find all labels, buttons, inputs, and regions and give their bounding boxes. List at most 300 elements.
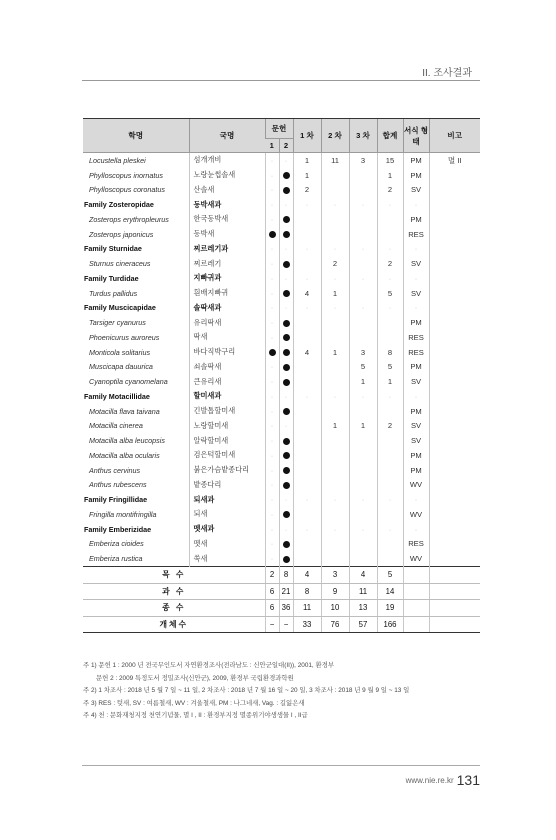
- remarks-cell: [429, 153, 480, 168]
- literature-2-cell: [279, 315, 293, 330]
- habitat-cell-text: SV: [410, 436, 422, 446]
- literature-2-cell: [279, 183, 293, 198]
- survey-2-cell: [321, 492, 349, 507]
- remarks-cell: [429, 286, 480, 301]
- header-survey-3: 3 차: [349, 119, 377, 153]
- scientific-name-cell-text: Phylloscopus coronatus: [89, 185, 165, 195]
- korean-name-cell: [189, 492, 265, 507]
- habitat-cell: [403, 286, 429, 301]
- remarks-cell: [429, 197, 480, 212]
- total-cell: [377, 448, 403, 463]
- remarks-cell: [429, 478, 480, 493]
- summary-row: [83, 567, 480, 584]
- record-dot-icon: [283, 482, 290, 489]
- record-dot-icon: [283, 290, 290, 297]
- habitat-cell: [403, 197, 429, 212]
- korean-name-cell: [189, 256, 265, 271]
- summary-survey-2-cell-text: 10: [330, 603, 340, 613]
- korean-name-cell-text: 밭종다리: [193, 479, 222, 489]
- summary-literature-2-cell-text: 21: [281, 586, 291, 596]
- literature-1-cell-text: ·: [270, 465, 274, 475]
- literature-1-cell: [265, 286, 279, 301]
- remarks-cell: [429, 212, 480, 227]
- scientific-name-cell: [83, 345, 189, 360]
- survey-1-cell: [293, 286, 321, 301]
- remarks-cell: [429, 463, 480, 478]
- habitat-cell-text: RES: [408, 347, 424, 357]
- survey-2-cell: [321, 419, 349, 434]
- survey-2-cell: [321, 271, 349, 286]
- habitat-cell: [403, 448, 429, 463]
- scientific-name-cell-text: Family Fringillidae: [84, 495, 148, 505]
- literature-2-cell-text: ·: [284, 273, 288, 283]
- summary-row: [83, 616, 480, 633]
- scientific-name-cell: [83, 330, 189, 345]
- summary-literature-2-cell: [279, 600, 293, 617]
- korean-name-cell: [189, 315, 265, 330]
- korean-name-cell: [189, 433, 265, 448]
- remarks-cell: [429, 301, 480, 316]
- korean-name-cell-text: 산솔새: [193, 184, 215, 194]
- survey-2-cell: [321, 197, 349, 212]
- species-row: [83, 551, 480, 566]
- summary-total-cell-text: 5: [387, 570, 393, 580]
- survey-2-cell-text: ·: [333, 495, 337, 505]
- korean-name-cell: [189, 374, 265, 389]
- korean-name-cell-text: 알락할미새: [193, 435, 229, 445]
- scientific-name-cell-text: Family Zosteropidae: [84, 200, 154, 210]
- survey-2-cell: [321, 522, 349, 537]
- total-cell-text: ·: [388, 200, 392, 210]
- habitat-cell-text: ·: [414, 495, 418, 505]
- literature-2-cell: [279, 374, 293, 389]
- literature-1-cell-text: ·: [270, 200, 274, 210]
- habitat-cell-text: PM: [410, 155, 422, 165]
- summary-total-cell: [377, 600, 403, 617]
- habitat-cell: [403, 242, 429, 257]
- total-cell: [377, 330, 403, 345]
- habitat-cell: [403, 522, 429, 537]
- literature-1-cell-text: ·: [270, 362, 274, 372]
- summary-survey-2-cell: [321, 616, 349, 633]
- summary-literature-1-cell: [265, 600, 279, 617]
- literature-1-cell: [265, 419, 279, 434]
- habitat-cell-text: PM: [410, 450, 422, 460]
- survey-1-cell-text: ·: [305, 524, 309, 534]
- summary-label-cell: [83, 600, 265, 617]
- total-cell: [377, 389, 403, 404]
- species-row: [83, 330, 480, 345]
- scientific-name-cell: [83, 389, 189, 404]
- scientific-name-cell-text: Family Sturnidae: [84, 244, 142, 254]
- korean-name-cell-text: 할미새과: [193, 391, 222, 401]
- family-row: [83, 522, 480, 537]
- survey-1-cell: [293, 227, 321, 242]
- scientific-name-cell-text: Family Motacillidae: [84, 391, 150, 401]
- korean-name-cell-text: 노랑할미새: [193, 420, 229, 430]
- survey-1-cell: [293, 242, 321, 257]
- literature-1-cell: [265, 212, 279, 227]
- summary-survey-1-cell: [293, 600, 321, 617]
- survey-3-cell: [349, 448, 377, 463]
- literature-1-cell-text: ·: [270, 288, 274, 298]
- survey-1-cell: [293, 212, 321, 227]
- habitat-cell: [403, 419, 429, 434]
- total-cell: [377, 419, 403, 434]
- total-cell: [377, 168, 403, 183]
- literature-2-cell: [279, 345, 293, 360]
- summary-literature-1-cell-text: −: [269, 619, 275, 629]
- header-literature-2: 2: [279, 139, 293, 153]
- literature-1-cell: [265, 433, 279, 448]
- total-cell-text: 2: [387, 259, 393, 269]
- habitat-cell-text: ·: [414, 391, 418, 401]
- summary-survey-3-cell-text: 13: [358, 603, 368, 613]
- total-cell: [377, 286, 403, 301]
- literature-1-cell: [265, 197, 279, 212]
- total-cell-text: 1: [387, 377, 393, 387]
- habitat-cell-text: PM: [410, 406, 422, 416]
- habitat-cell: [403, 492, 429, 507]
- family-row: [83, 242, 480, 257]
- survey-2-cell-text: 2: [332, 259, 338, 269]
- summary-literature-1-cell: [265, 616, 279, 633]
- literature-2-cell: [279, 522, 293, 537]
- korean-name-cell: [189, 478, 265, 493]
- total-cell: [377, 345, 403, 360]
- footnote: 주 2) 1 차조사 : 2018 년 5 월 7 일 ~ 11 일, 2 차조사 : 2018 년 7 월 16 일 ~ 20 일, 3 차조사 : 2018 년 9 월 9 일 ~ 13 일: [83, 687, 410, 694]
- survey-1-cell: [293, 492, 321, 507]
- korean-name-cell: [189, 301, 265, 316]
- page-number: 131: [456, 772, 480, 788]
- record-dot-icon: [283, 349, 290, 356]
- korean-name-cell: [189, 330, 265, 345]
- survey-2-cell: [321, 374, 349, 389]
- literature-1-cell: [265, 537, 279, 552]
- summary-empty-cell: [429, 600, 480, 617]
- remarks-cell: [429, 242, 480, 257]
- literature-1-cell: [265, 256, 279, 271]
- survey-1-cell: [293, 478, 321, 493]
- remarks-cell: [429, 360, 480, 375]
- survey-3-cell: [349, 212, 377, 227]
- habitat-cell-text: RES: [408, 539, 424, 549]
- survey-1-cell: [293, 404, 321, 419]
- literature-2-cell: [279, 389, 293, 404]
- scientific-name-cell-text: Tarsiger cyanurus: [89, 318, 146, 328]
- korean-name-cell: [189, 271, 265, 286]
- total-cell: [377, 507, 403, 522]
- summary-empty-cell: [403, 600, 429, 617]
- scientific-name-cell: [83, 153, 189, 168]
- literature-1-cell: [265, 463, 279, 478]
- korean-name-cell-text: 지빠귀과: [193, 273, 222, 283]
- survey-2-cell: [321, 389, 349, 404]
- summary-survey-1-cell-text: 33: [302, 619, 312, 629]
- total-cell: [377, 227, 403, 242]
- survey-1-cell-text: 4: [304, 288, 310, 298]
- summary-label-cell-text: 개체수: [159, 619, 189, 629]
- literature-2-cell: [279, 419, 293, 434]
- survey-2-cell: [321, 183, 349, 198]
- korean-name-cell-text: 솔딱새과: [193, 302, 222, 312]
- summary-survey-1-cell: [293, 583, 321, 600]
- literature-1-cell-text: ·: [270, 480, 274, 490]
- survey-1-cell-text: ·: [305, 273, 309, 283]
- summary-literature-2-cell: [279, 567, 293, 584]
- korean-name-cell-text: 쑥새: [193, 553, 208, 563]
- survey-3-cell: [349, 522, 377, 537]
- habitat-cell: [403, 330, 429, 345]
- habitat-cell-text: WV: [409, 509, 423, 519]
- total-cell-text: ·: [388, 244, 392, 254]
- summary-empty-cell: [403, 567, 429, 584]
- literature-2-cell: [279, 478, 293, 493]
- korean-name-cell: [189, 345, 265, 360]
- summary-label-cell: [83, 567, 265, 584]
- summary-literature-1-cell-text: 6: [269, 586, 275, 596]
- total-cell: [377, 197, 403, 212]
- literature-1-cell-text: ·: [270, 436, 274, 446]
- survey-3-cell: [349, 463, 377, 478]
- record-dot-icon: [283, 408, 290, 415]
- record-dot-icon: [283, 541, 290, 548]
- survey-3-cell-text: ·: [361, 200, 365, 210]
- korean-name-cell-text: 딱새: [193, 332, 208, 342]
- survey-1-cell-text: ·: [305, 495, 309, 505]
- remarks-cell: [429, 345, 480, 360]
- literature-1-cell: [265, 360, 279, 375]
- habitat-cell-text: ·: [414, 273, 418, 283]
- scientific-name-cell-text: Locustella pleskei: [89, 155, 146, 165]
- habitat-cell: [403, 301, 429, 316]
- korean-name-cell: [189, 389, 265, 404]
- literature-1-cell: [265, 330, 279, 345]
- habitat-cell: [403, 315, 429, 330]
- summary-literature-2-cell-text: 36: [281, 603, 291, 613]
- survey-2-cell-text: ·: [333, 244, 337, 254]
- summary-total-cell: [377, 567, 403, 584]
- survey-1-cell: [293, 507, 321, 522]
- korean-name-cell-text: 한국동박새: [193, 214, 229, 224]
- scientific-name-cell: [83, 522, 189, 537]
- record-dot-icon: [283, 261, 290, 268]
- literature-2-cell: [279, 242, 293, 257]
- survey-3-cell: [349, 301, 377, 316]
- korean-name-cell: [189, 197, 265, 212]
- survey-2-cell: [321, 168, 349, 183]
- habitat-cell: [403, 404, 429, 419]
- header-korean-name: 국명: [189, 119, 265, 153]
- korean-name-cell: [189, 448, 265, 463]
- record-dot-icon: [283, 216, 290, 223]
- habitat-cell: [403, 168, 429, 183]
- korean-name-cell: [189, 404, 265, 419]
- survey-1-cell-text: ·: [305, 391, 309, 401]
- habitat-cell-text: SV: [410, 377, 422, 387]
- survey-3-cell: [349, 374, 377, 389]
- record-dot-icon: [283, 172, 290, 179]
- scientific-name-cell-text: Phoenicurus auroreus: [89, 332, 160, 342]
- literature-2-cell: [279, 197, 293, 212]
- survey-2-cell-text: ·: [333, 391, 337, 401]
- survey-2-cell-text: ·: [333, 524, 337, 534]
- habitat-cell-text: RES: [408, 332, 424, 342]
- literature-1-cell-text: ·: [270, 421, 274, 431]
- remarks-cell: [429, 227, 480, 242]
- survey-3-cell-text: 3: [360, 155, 366, 165]
- korean-name-cell-text: 섬개개비: [193, 155, 222, 165]
- scientific-name-cell: [83, 448, 189, 463]
- survey-2-cell-text: ·: [333, 303, 337, 313]
- summary-empty-cell: [429, 567, 480, 584]
- survey-2-cell-text: 1: [332, 347, 338, 357]
- record-dot-icon: [283, 556, 290, 563]
- scientific-name-cell: [83, 271, 189, 286]
- total-cell: [377, 315, 403, 330]
- header-divider: [82, 80, 480, 81]
- korean-name-cell-text: 노랑눈썹솔새: [193, 170, 236, 180]
- record-dot-icon: [283, 452, 290, 459]
- header-literature-1: 1: [265, 139, 279, 153]
- literature-1-cell: [265, 551, 279, 566]
- survey-3-cell: [349, 286, 377, 301]
- total-cell-text: 5: [387, 362, 393, 372]
- summary-survey-3-cell: [349, 567, 377, 584]
- habitat-cell: [403, 478, 429, 493]
- literature-2-cell: [279, 301, 293, 316]
- scientific-name-cell-text: Turdus pallidus: [89, 288, 138, 298]
- survey-1-cell-text: ·: [305, 303, 309, 313]
- summary-label-cell: [83, 583, 265, 600]
- habitat-cell: [403, 183, 429, 198]
- survey-3-cell: [349, 330, 377, 345]
- survey-1-cell: [293, 433, 321, 448]
- literature-2-cell: [279, 227, 293, 242]
- summary-survey-1-cell: [293, 616, 321, 633]
- survey-1-cell: [293, 537, 321, 552]
- species-row: [83, 507, 480, 522]
- survey-3-cell-text: ·: [361, 391, 365, 401]
- record-dot-icon: [283, 467, 290, 474]
- literature-1-cell: [265, 448, 279, 463]
- korean-name-cell-text: 검은턱할미새: [193, 450, 236, 460]
- survey-2-cell-text: 1: [332, 288, 338, 298]
- survey-3-cell: [349, 271, 377, 286]
- species-row: [83, 374, 480, 389]
- survey-1-cell: [293, 374, 321, 389]
- footer-website: www.nie.re.kr: [405, 776, 454, 785]
- literature-1-cell: [265, 168, 279, 183]
- scientific-name-cell: [83, 315, 189, 330]
- total-cell-text: ·: [388, 273, 392, 283]
- remarks-cell: [429, 374, 480, 389]
- habitat-cell: [403, 153, 429, 168]
- literature-1-cell: [265, 153, 279, 168]
- scientific-name-cell: [83, 197, 189, 212]
- scientific-name-cell-text: Family Turdidae: [84, 273, 139, 283]
- survey-2-cell: [321, 286, 349, 301]
- record-dot-icon: [269, 349, 276, 356]
- summary-literature-1-cell-text: 6: [269, 603, 275, 613]
- total-cell-text: ·: [388, 495, 392, 505]
- summary-survey-3-cell-text: 4: [360, 570, 366, 580]
- species-row: [83, 345, 480, 360]
- footer-divider: [82, 765, 480, 766]
- korean-name-cell: [189, 463, 265, 478]
- korean-name-cell: [189, 227, 265, 242]
- survey-1-cell: [293, 183, 321, 198]
- korean-name-cell: [189, 168, 265, 183]
- scientific-name-cell: [83, 286, 189, 301]
- literature-2-cell-text: ·: [284, 155, 288, 165]
- species-table: [83, 118, 480, 633]
- species-row: [83, 256, 480, 271]
- korean-name-cell-text: 되새과: [193, 494, 215, 504]
- total-cell-text: 8: [387, 347, 393, 357]
- habitat-cell-text: RES: [408, 229, 424, 239]
- survey-3-cell-text: 3: [360, 347, 366, 357]
- record-dot-icon: [283, 334, 290, 341]
- literature-1-cell: [265, 345, 279, 360]
- total-cell: [377, 433, 403, 448]
- family-row: [83, 389, 480, 404]
- scientific-name-cell-text: Motacilla cinerea: [89, 421, 143, 431]
- literature-1-cell: [265, 522, 279, 537]
- remarks-cell: [429, 404, 480, 419]
- literature-1-cell-text: ·: [270, 332, 274, 342]
- scientific-name-cell-text: Motacilla alba leucopsis: [89, 436, 165, 446]
- literature-2-cell: [279, 153, 293, 168]
- literature-1-cell: [265, 242, 279, 257]
- survey-3-cell: [349, 419, 377, 434]
- korean-name-cell: [189, 419, 265, 434]
- species-row: [83, 448, 480, 463]
- scientific-name-cell: [83, 360, 189, 375]
- habitat-cell: [403, 256, 429, 271]
- habitat-cell-text: ·: [414, 200, 418, 210]
- survey-3-cell-text: 5: [360, 362, 366, 372]
- survey-2-cell: [321, 153, 349, 168]
- header-scientific-name: 학명: [83, 119, 189, 153]
- survey-3-cell: [349, 345, 377, 360]
- habitat-cell: [403, 227, 429, 242]
- summary-row: [83, 600, 480, 617]
- summary-literature-2-cell-text: 8: [283, 570, 289, 580]
- survey-2-cell-text: ·: [333, 200, 337, 210]
- korean-name-cell: [189, 183, 265, 198]
- table-body: [83, 153, 480, 633]
- header-total: 합계: [377, 119, 403, 153]
- remarks-cell: [429, 271, 480, 286]
- literature-1-cell-text: ·: [270, 214, 274, 224]
- scientific-name-cell: [83, 374, 189, 389]
- survey-2-cell: [321, 301, 349, 316]
- remarks-cell: [429, 448, 480, 463]
- remarks-cell: [429, 551, 480, 566]
- record-dot-icon: [283, 320, 290, 327]
- total-cell-text: 15: [385, 155, 395, 165]
- korean-name-cell: [189, 360, 265, 375]
- survey-3-cell-text: ·: [361, 273, 365, 283]
- survey-3-cell: [349, 389, 377, 404]
- summary-total-cell-text: 14: [385, 586, 395, 596]
- species-row: [83, 404, 480, 419]
- literature-1-cell-text: ·: [270, 377, 274, 387]
- total-cell: [377, 153, 403, 168]
- scientific-name-cell-text: Motacilla flava taivana: [89, 406, 160, 416]
- scientific-name-cell: [83, 256, 189, 271]
